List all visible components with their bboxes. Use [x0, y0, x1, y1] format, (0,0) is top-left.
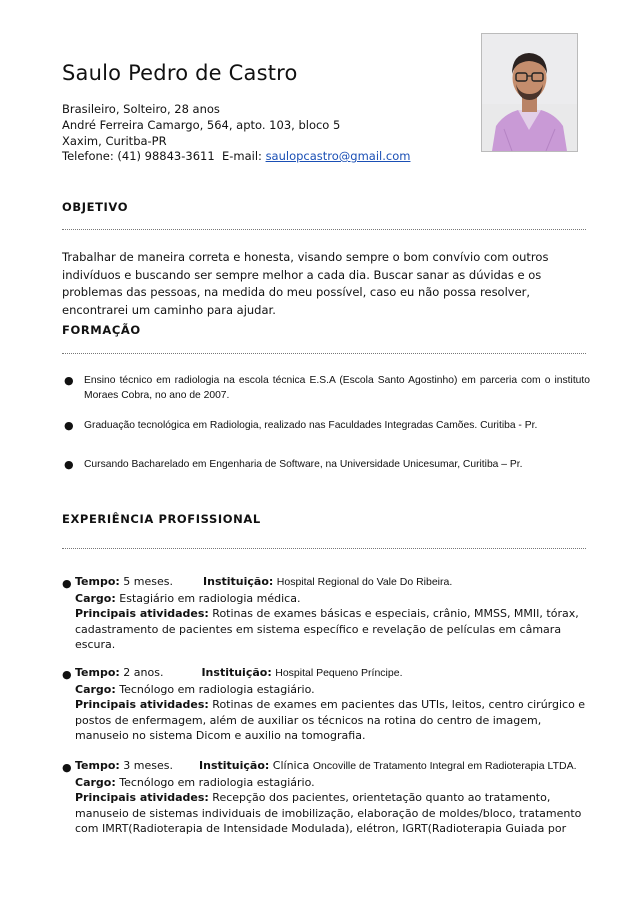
atividades-label: Principais atividades:: [75, 607, 209, 620]
instituicao-value: Hospital Regional do Vale Do Ribeira.: [276, 576, 453, 588]
tempo-value: 5 meses.: [123, 575, 174, 588]
bullet-icon: ●: [64, 374, 74, 387]
instituicao-prefix: Clínica: [272, 759, 310, 772]
email-link[interactable]: saulopcastro@gmail.com: [265, 149, 411, 163]
atividades-line: [75, 790, 591, 837]
atividades-label: Principais atividades:: [75, 791, 209, 804]
instituicao-value: Hospital Pequeno Príncipe.: [275, 667, 403, 679]
instituicao-value: Oncoville de Tratamento Integral em Radioterapia LTDA.: [312, 760, 577, 772]
cargo-value: Tecnólogo em radiologia estagiário.: [119, 682, 315, 696]
cargo-label: Cargo:: [75, 682, 116, 696]
cargo-line: [75, 682, 591, 698]
cargo-label: Cargo:: [75, 591, 116, 605]
instituicao-label: Instituição:: [203, 575, 274, 588]
atividades-value: Rotinas de exames em pacientes das UTIs, leitos, centro cirúrgico e postos de enfermagem, além de auxiliar os técnicos na rotina do centro de imagem, manuseio no sistema Dicom e auxilio na tomografia.: [75, 698, 586, 742]
experience-item: [75, 665, 591, 744]
experience-item: [75, 574, 591, 653]
section-divider: [62, 353, 586, 354]
section-divider: [62, 548, 586, 549]
atividades-value: Rotinas de exames básicas e especiais, crânio, MMSS, MMII, tórax, cadastramento de pacientes em sistema específico e revelação de películas em câmara escura.: [75, 607, 579, 651]
atividades-value: Recepção dos pacientes, orientetação quanto ao tratamento, manuseio de sistemas individuais de imobilização, elaboração de moldes/bloco, tratamento com IMRT(Radioterapia de Intensidade Modulada), elétron, IGRT(Radioterapia Guiada por: [75, 791, 582, 835]
personal-info: Brasileiro, Solteiro, 28 anos: [62, 102, 220, 116]
section-heading-formacao: FORMAÇÃO: [62, 323, 141, 337]
bullet-icon: ●: [62, 761, 72, 774]
city-line: Xaxim, Curitba-PR: [62, 134, 167, 148]
tempo-label: Tempo:: [75, 759, 120, 772]
bullet-icon: ●: [62, 668, 72, 681]
cargo-line: [75, 775, 591, 791]
objetivo-text: Trabalhar de maneira correta e honesta, visando sempre o bom convívio com outros indivíduos e buscando ser sempre melhor a cada dia. Buscar sanar as dúvidas e os problemas das pessoas, na medida do meu possível, caso eu não possa resolver, encontrarei um caminho para ajudar.: [62, 250, 549, 317]
experience-summary-line: [75, 665, 591, 682]
section-divider: [62, 229, 586, 230]
tempo-value: 2 anos.: [123, 666, 164, 679]
tempo-label: Tempo:: [75, 575, 120, 588]
bullet-icon: ●: [64, 419, 74, 432]
formacao-item: Cursando Bacharelado em Engenharia de Software, na Universidade Unicesumar, Curitiba – Pr.: [84, 459, 523, 470]
section-heading-objetivo: OBJETIVO: [62, 200, 129, 214]
email-label: E-mail:: [221, 149, 266, 163]
formacao-item: Graduação tecnológica em Radiologia, realizado nas Faculdades Integradas Camões. Curitiba - Pr.: [84, 420, 538, 431]
atividades-label: Principais atividades:: [75, 698, 209, 711]
candidate-name: Saulo Pedro de Castro: [62, 61, 298, 85]
instituicao-label: Instituição:: [201, 666, 272, 679]
cargo-label: Cargo:: [75, 775, 116, 789]
experience-summary-line: [75, 758, 591, 775]
cargo-value: Tecnólogo em radiologia estagiário.: [119, 775, 315, 789]
profile-photo: [481, 33, 578, 152]
tempo-label: Tempo:: [75, 666, 120, 679]
tempo-value: 3 meses.: [123, 759, 174, 772]
phone-text: Telefone: (41) 98843-3611: [62, 149, 215, 163]
address-line: André Ferreira Camargo, 564, apto. 103, bloco 5: [62, 118, 341, 132]
section-heading-experiencia: EXPERIÊNCIA PROFISSIONAL: [62, 512, 261, 526]
experience-summary-line: [75, 574, 591, 591]
atividades-line: [75, 697, 591, 744]
experience-item: [75, 758, 591, 837]
formacao-item: Ensino técnico em radiologia na escola técnica E.S.A (Escola Santo Agostinho) em parceria com o instituto Moraes Cobra, no ano de 2007.: [84, 375, 590, 401]
contact-line: [62, 148, 410, 164]
bullet-icon: ●: [62, 577, 72, 590]
cargo-value: Estagiário em radiologia médica.: [119, 591, 301, 605]
bullet-icon: ●: [64, 458, 74, 471]
atividades-line: [75, 606, 591, 653]
instituicao-label: Instituição:: [199, 759, 270, 772]
cargo-line: [75, 591, 591, 607]
